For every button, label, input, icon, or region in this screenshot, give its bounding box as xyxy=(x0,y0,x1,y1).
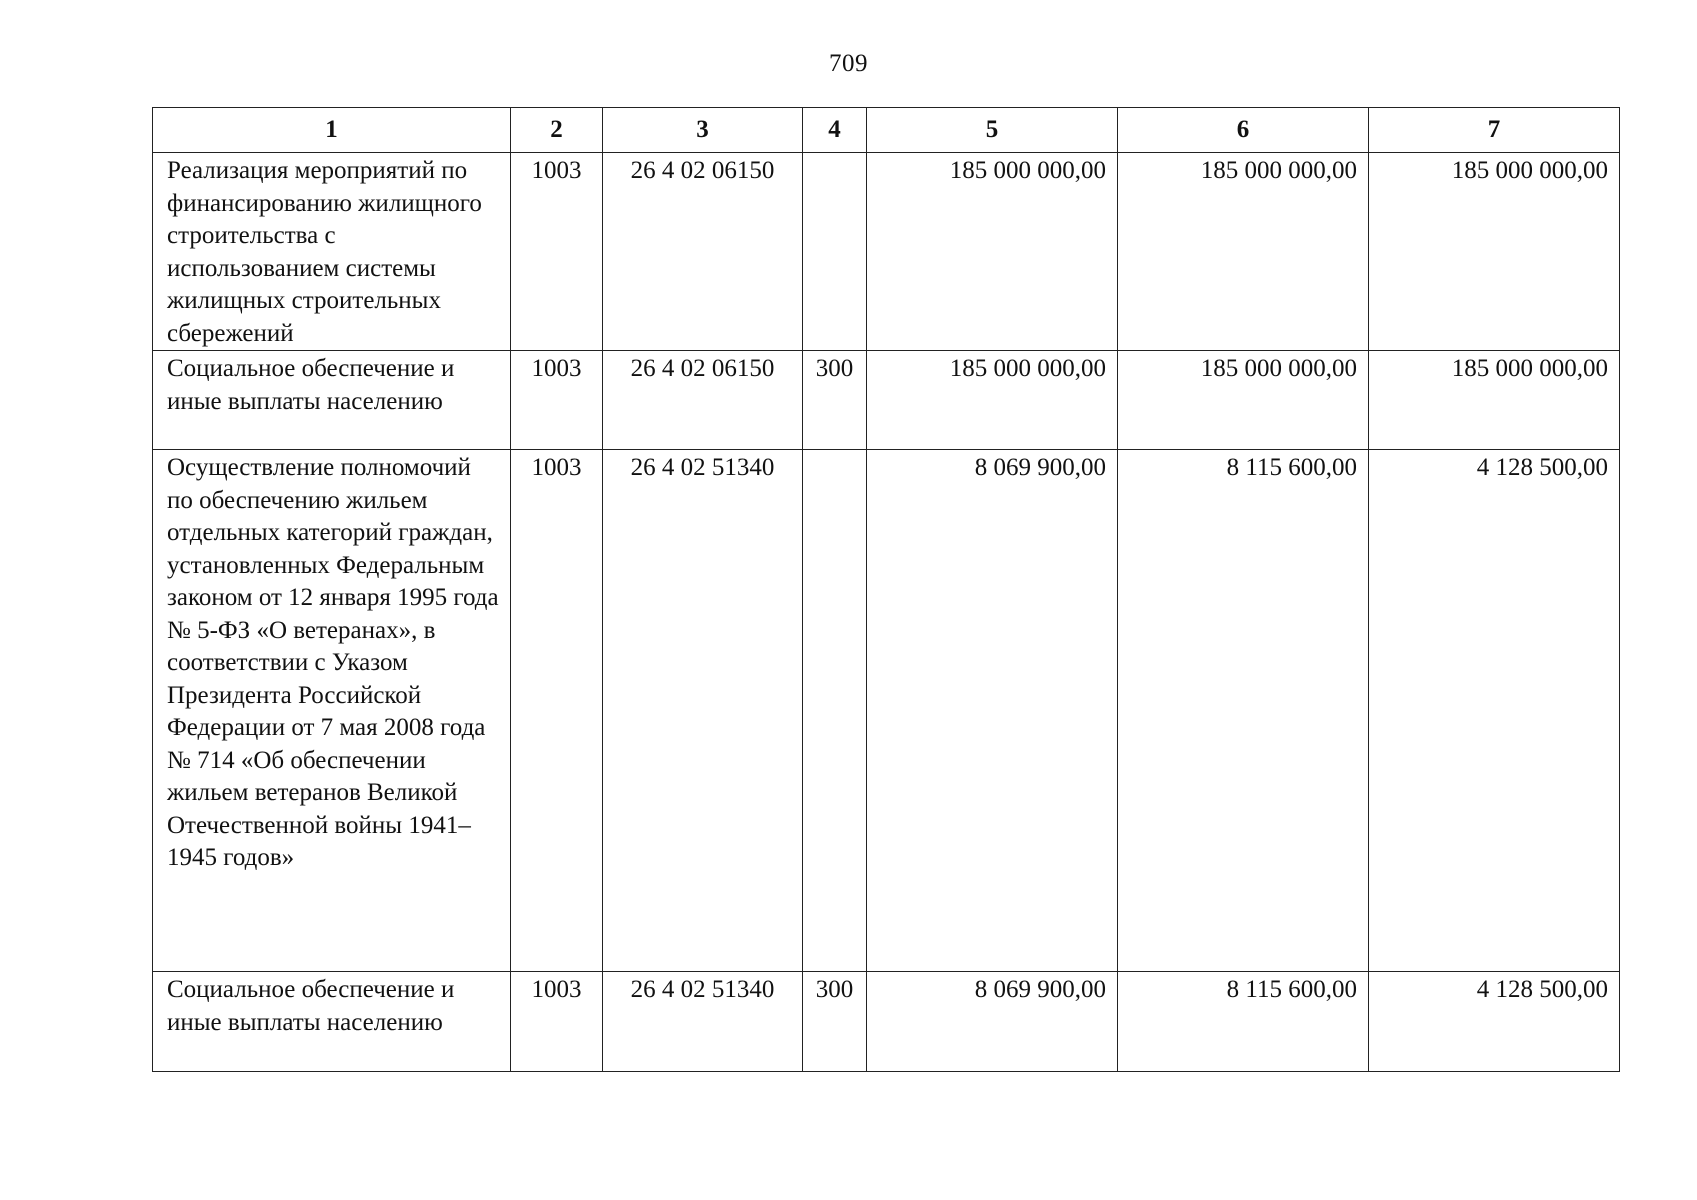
amount-col-5-cell: 185 000 000,00 xyxy=(867,351,1118,450)
header-col-1: 1 xyxy=(153,108,511,153)
table-row xyxy=(153,972,1620,1072)
target-code-cell: 26 4 02 06150 xyxy=(603,351,803,450)
expense-type-cell xyxy=(803,153,867,351)
amount-col-6-cell: 185 000 000,00 xyxy=(1118,351,1369,450)
amount-col-5-cell: 8 069 900,00 xyxy=(867,450,1118,972)
header-col-7: 7 xyxy=(1369,108,1620,153)
header-col-2: 2 xyxy=(511,108,603,153)
header-col-6: 6 xyxy=(1118,108,1369,153)
table-row xyxy=(153,351,1620,450)
table-header xyxy=(153,108,1620,153)
section-code-cell: 1003 xyxy=(511,972,603,1072)
table-row xyxy=(153,450,1620,972)
header-row xyxy=(153,108,1620,153)
header-col-4: 4 xyxy=(803,108,867,153)
target-code-cell: 26 4 02 51340 xyxy=(603,450,803,972)
table-row xyxy=(153,153,1620,351)
row-name-cell: Социальное обеспечение и иные выплаты населению xyxy=(153,972,511,1072)
section-code-cell: 1003 xyxy=(511,351,603,450)
target-code-cell: 26 4 02 06150 xyxy=(603,153,803,351)
amount-col-6-cell: 185 000 000,00 xyxy=(1118,153,1369,351)
amount-col-5-cell: 185 000 000,00 xyxy=(867,153,1118,351)
amount-col-6-cell: 8 115 600,00 xyxy=(1118,450,1369,972)
header-col-3: 3 xyxy=(603,108,803,153)
amount-col-6-cell: 8 115 600,00 xyxy=(1118,972,1369,1072)
budget-table xyxy=(152,107,1620,1072)
amount-col-7-cell: 4 128 500,00 xyxy=(1369,972,1620,1072)
page-number: 709 xyxy=(829,50,868,77)
amount-col-7-cell: 185 000 000,00 xyxy=(1369,351,1620,450)
section-code-cell: 1003 xyxy=(511,450,603,972)
row-name-cell: Социальное обеспечение и иные выплаты населению xyxy=(153,351,511,450)
row-name-cell: Осуществление полномочий по обеспечению жильем отдельных категорий граждан, установленных Федеральным законом от 12 января 1995 года № 5-ФЗ «О ветеранах», в соответствии с Указом Президента Российской Федерации от 7 мая 2008 года № 714 «Об обеспечении жильем ветеранов Великой Отечественной войны 1941–1945 годов» xyxy=(153,450,511,972)
expense-type-cell: 300 xyxy=(803,972,867,1072)
expense-type-cell: 300 xyxy=(803,351,867,450)
row-name-cell: Реализация мероприятий по финансированию жилищного строительства с использованием системы жилищных строительных сбережений xyxy=(153,153,511,351)
amount-col-5-cell: 8 069 900,00 xyxy=(867,972,1118,1072)
amount-col-7-cell: 185 000 000,00 xyxy=(1369,153,1620,351)
target-code-cell: 26 4 02 51340 xyxy=(603,972,803,1072)
section-code-cell: 1003 xyxy=(511,153,603,351)
expense-type-cell xyxy=(803,450,867,972)
table-body xyxy=(153,153,1620,1072)
amount-col-7-cell: 4 128 500,00 xyxy=(1369,450,1620,972)
header-col-5: 5 xyxy=(867,108,1118,153)
